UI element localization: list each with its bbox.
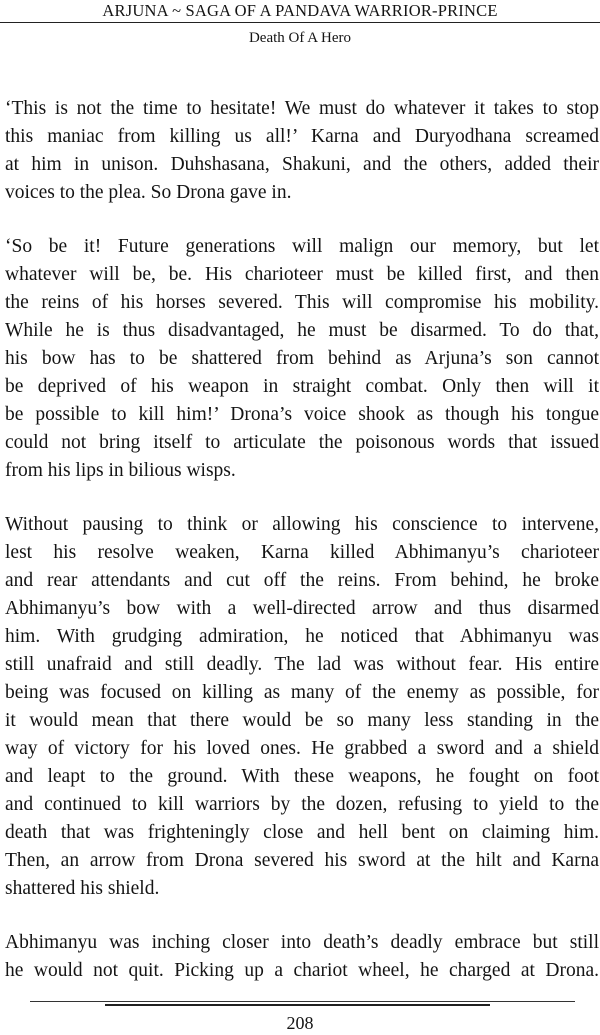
text-line: the reins of his horses severed. This will compromise his mobility. (5, 292, 599, 313)
text-line: whatever will be, be. His charioteer must be killed first, and then (5, 264, 599, 285)
text-line: his bow has to be shattered from behind as Arjuna’s son cannot (5, 348, 599, 369)
text-line: could not bring itself to articulate the poisonous words that issued (5, 432, 599, 453)
text-line: Then, an arrow from Drona severed his sword at the hilt and Karna (5, 850, 599, 871)
page-number: 208 (286, 1013, 314, 1033)
text-line: still unafraid and still deadly. The lad was without fear. His entire (5, 654, 599, 675)
text-line: While he is thus disadvantaged, he must be disarmed. To do that, (5, 320, 599, 341)
text-line: and continued to kill warriors by the dozen, refusing to yield to the (5, 794, 599, 815)
paragraph-3 (5, 511, 599, 903)
paragraph-1 (5, 95, 599, 207)
text-line: and leapt to the ground. With these weapons, he fought on foot (5, 766, 599, 787)
header-rule (0, 22, 600, 23)
text-line: from his lips in bilious wisps. (5, 460, 236, 481)
text-line: death that was frighteningly close and hell bent on claiming him. (5, 822, 599, 843)
paragraph-4 (5, 929, 599, 985)
text-line: ‘This is not the time to hesitate! We must do whatever it takes to stop (5, 98, 599, 119)
text-line: voices to the plea. So Drona gave in. (5, 182, 292, 203)
text-line: lest his resolve weaken, Karna killed Abhimanyu’s charioteer (5, 542, 599, 563)
text-line: at him in unison. Duhshasana, Shakuni, and the others, added their (5, 154, 599, 175)
text-line: Abhimanyu was inching closer into death’s deadly embrace but still (5, 932, 599, 953)
footer-rule (30, 1001, 575, 1002)
chapter-title: Death Of A Hero (248, 30, 352, 46)
footer-rule-bold (105, 1004, 490, 1006)
text-line: Without pausing to think or allowing his conscience to intervene, (5, 514, 599, 535)
text-line: being was focused on killing as many of the enemy as possible, for (5, 682, 599, 703)
running-head: ARJUNA ~ SAGA OF A PANDAVA WARRIOR-PRINCE (102, 1, 498, 20)
text-line: him. With grudging admiration, he noticed that Abhimanyu was (5, 626, 599, 647)
text-line: way of victory for his loved ones. He grabbed a sword and a shield (5, 738, 599, 759)
text-line: shattered his shield. (5, 878, 160, 899)
text-line: and rear attendants and cut off the reins. From behind, he broke (5, 570, 599, 591)
text-line: he would not quit. Picking up a chariot wheel, he charged at Drona. (5, 960, 599, 981)
text-line: be deprived of his weapon in straight combat. Only then will it (5, 376, 599, 397)
text-line: Abhimanyu’s bow with a well-directed arrow and thus disarmed (5, 598, 599, 619)
text-line: be possible to kill him!’ Drona’s voice shook as though his tongue (5, 404, 599, 425)
text-line: it would mean that there would be so many less standing in the (5, 710, 599, 731)
body-text (5, 95, 599, 1011)
paragraph-2 (5, 233, 599, 485)
text-line: this maniac from killing us all!’ Karna and Duryodhana screamed (5, 126, 599, 147)
text-line: ‘So be it! Future generations will malign our memory, but let (5, 236, 599, 257)
